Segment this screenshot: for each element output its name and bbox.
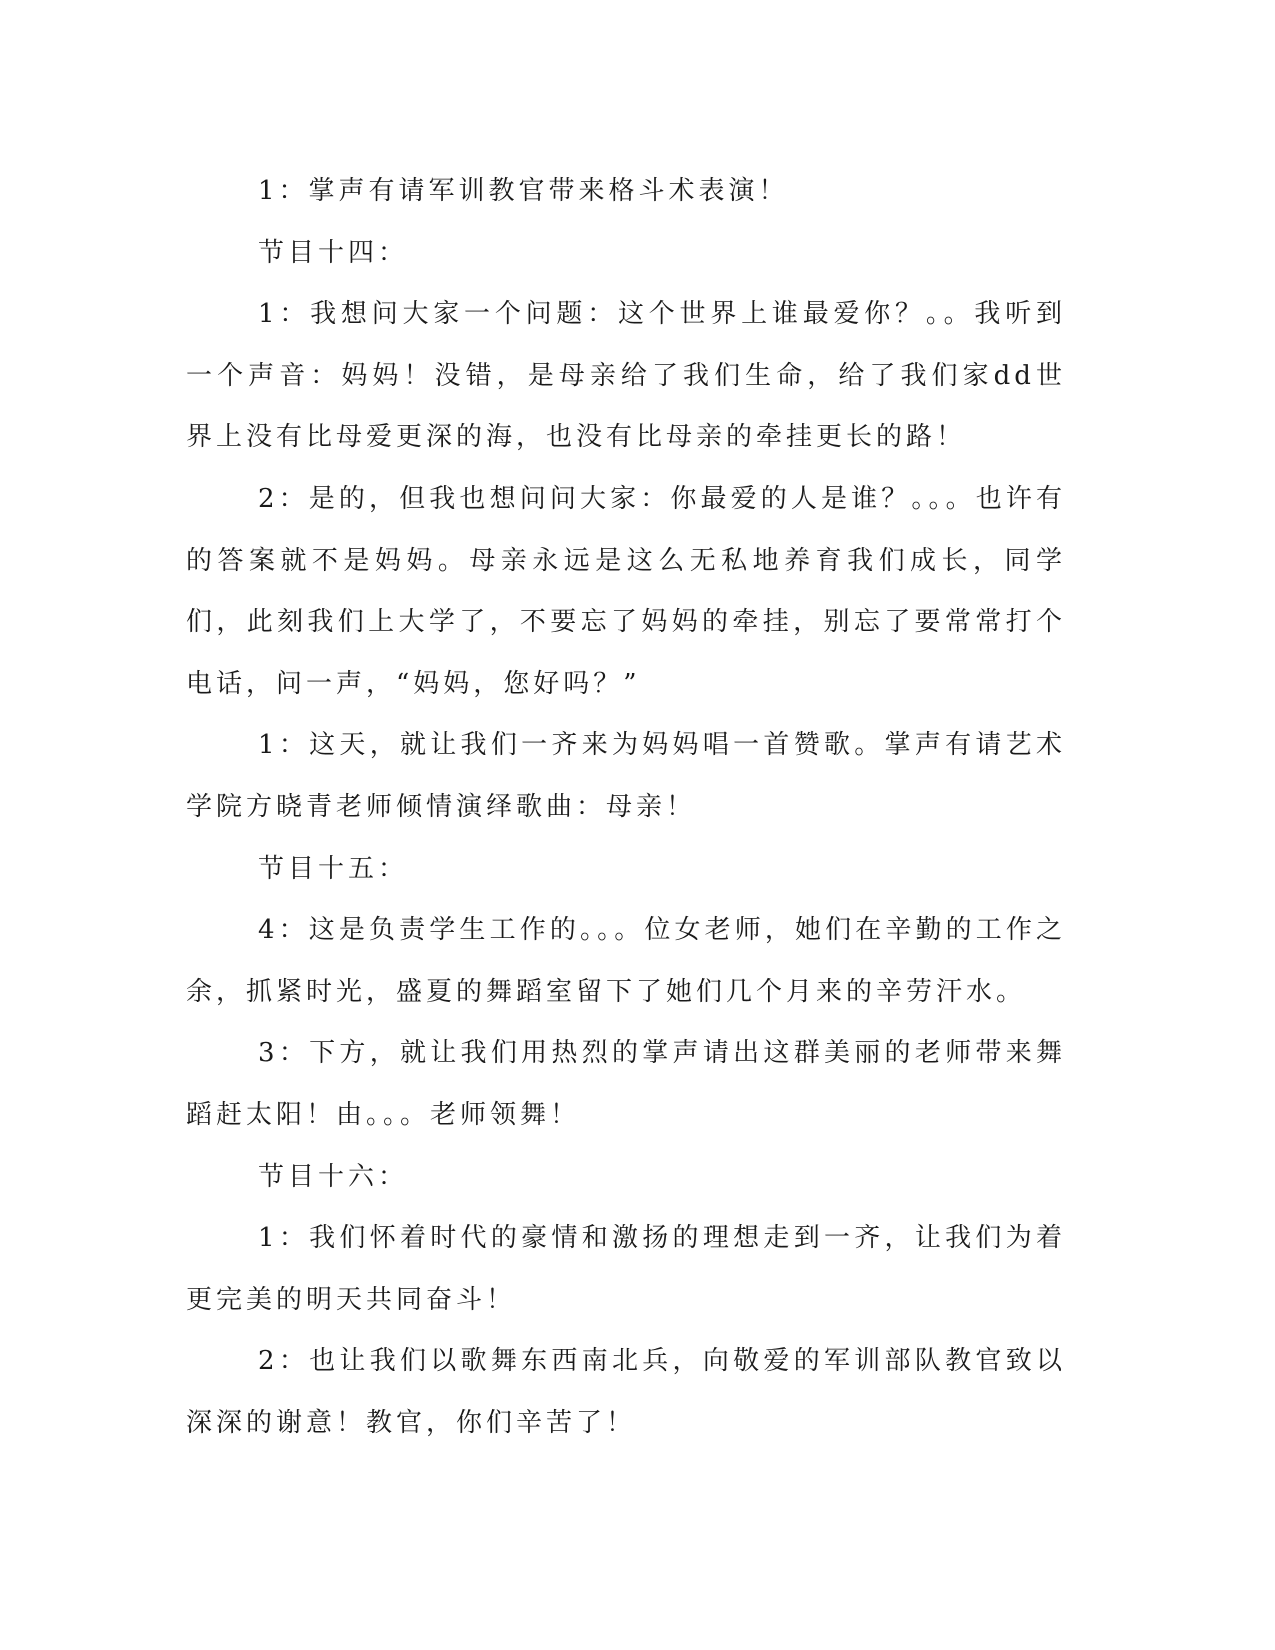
paragraph-ideals: 1：我们怀着时代的豪情和激扬的理想走到一齐，让我们为着更完美的明天共同奋斗！ [186,1223,1066,1315]
program-heading-14: 节目十四： [258,237,409,268]
document-body [186,161,1066,1454]
paragraph-host-line: 1：掌声有请军训教官带来格斗术表演！ [258,176,789,206]
program-heading-16: 节目十六： [258,1161,409,1192]
paragraph-thanks-instructors: 2：也让我们以歌舞东西南北兵，向敬爱的军训部队教官致以深深的谢意！教官，你们辛苦了！ [186,1346,1066,1438]
paragraph-dance-intro: 3：下方，就让我们用热烈的掌声请出这群美丽的老师带来舞蹈赶太阳！由。。。老师领舞！ [186,1038,1066,1130]
paragraph-teachers-dance: 4：这是负责学生工作的。。。位女老师，她们在辛勤的工作之余，抓紧时光，盛夏的舞蹈室留下了她们几个月来的辛劳汗水。 [186,915,1066,1007]
paragraph-mother-question: 1：我想问大家一个问题：这个世界上谁最爱你？。。我听到一个声音：妈妈！没错，是母亲给了我们生命，给了我们家dd世界上没有比母爱更深的海，也没有比母亲的牵挂更长的路！ [186,299,1066,453]
paragraph-who-you-love: 2：是的，但我也想问问大家：你最爱的人是谁？。。。也许有的答案就不是妈妈。母亲永远是这么无私地养育我们成长，同学们，此刻我们上大学了，不要忘了妈妈的牵挂，别忘了要常常打个电话，问一声，“妈妈，您好吗？” [186,483,1066,699]
program-heading-15: 节目十五： [258,853,409,884]
paragraph-song-intro: 1：这天，就让我们一齐来为妈妈唱一首赞歌。掌声有请艺术学院方晓青老师倾情演绎歌曲：母亲！ [186,730,1066,822]
